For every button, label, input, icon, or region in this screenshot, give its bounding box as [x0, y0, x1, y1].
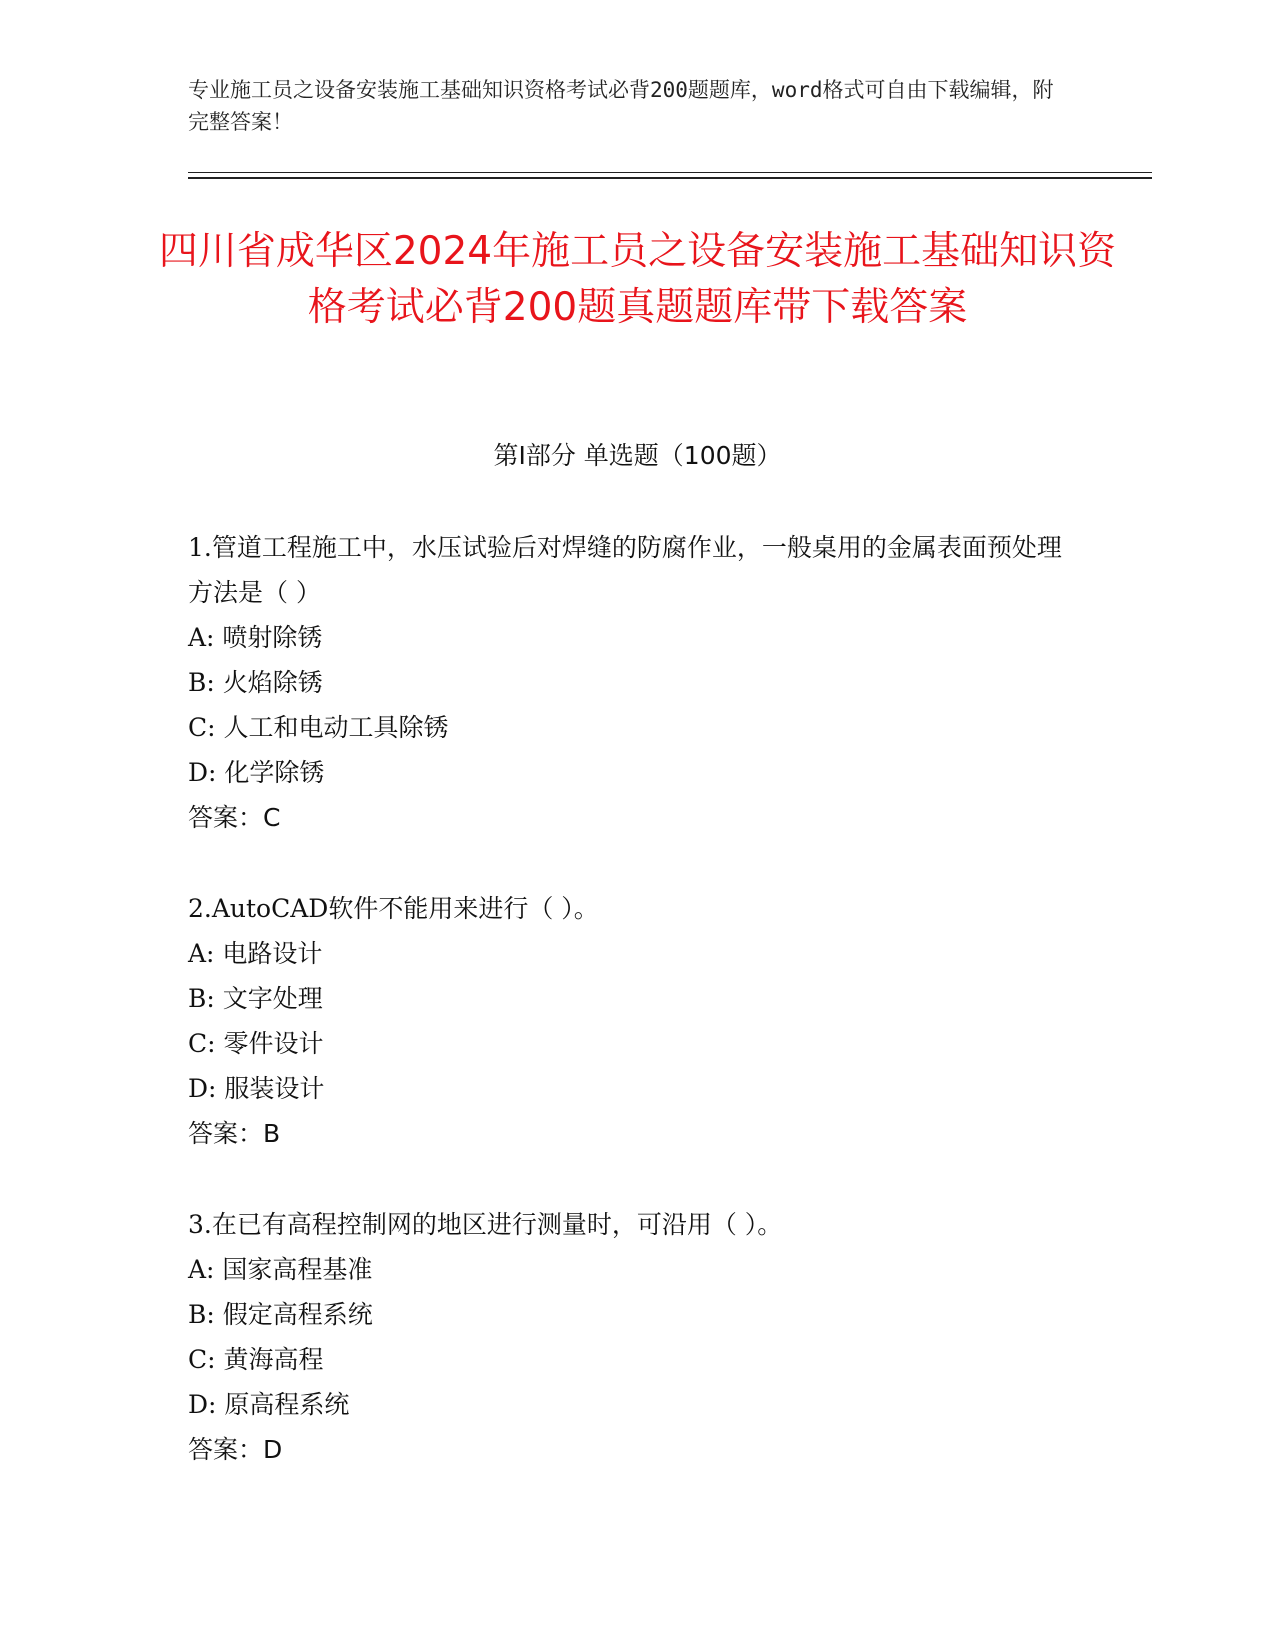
option-b: B: 火焰除锈: [188, 668, 323, 697]
option-d: D: 原高程系统: [188, 1390, 350, 1419]
header-divider-bottom: [188, 177, 1152, 179]
answer: 答案：B: [188, 1119, 281, 1148]
header-note: 专业施工员之设备安装施工基础知识资格考试必背200题题库，word格式可自由下载编辑，附完整答案！: [188, 78, 1054, 134]
question-stem: 2.AutoCAD软件不能用来进行（ ）。: [188, 894, 599, 923]
document-title: 四川省成华区2024年施工员之设备安装施工基础知识资格考试必背200题真题题库带下载答案: [158, 229, 1117, 330]
question-stem: 3.在已有高程控制网的地区进行测量时，可沿用（ ）。: [188, 1210, 783, 1239]
option-a: A: 国家高程基准: [188, 1255, 373, 1284]
option-d: D: 化学除锈: [188, 758, 325, 787]
option-d: D: 服装设计: [188, 1074, 325, 1103]
answer: 答案：C: [188, 803, 281, 832]
option-a: A: 电路设计: [188, 939, 323, 968]
option-b: B: 假定高程系统: [188, 1300, 373, 1329]
option-b: B: 文字处理: [188, 984, 323, 1013]
question-stem: 1.管道工程施工中，水压试验后对焊缝的防腐作业，一般桌用的金属表面预处理方法是（ ）: [188, 533, 1062, 607]
section-title: 第Ⅰ部分 单选题（100题）: [493, 441, 782, 470]
option-c: C: 人工和电动工具除锈: [188, 713, 449, 742]
option-c: C: 零件设计: [188, 1029, 324, 1058]
question-1: [188, 525, 1068, 840]
header-divider-top: [188, 172, 1152, 173]
option-c: C: 黄海高程: [188, 1345, 324, 1374]
question-list: [188, 525, 1068, 1518]
option-a: A: 喷射除锈: [188, 623, 323, 652]
question-3: [188, 1202, 1068, 1472]
question-2: [188, 886, 1068, 1156]
answer: 答案：D: [188, 1435, 283, 1464]
